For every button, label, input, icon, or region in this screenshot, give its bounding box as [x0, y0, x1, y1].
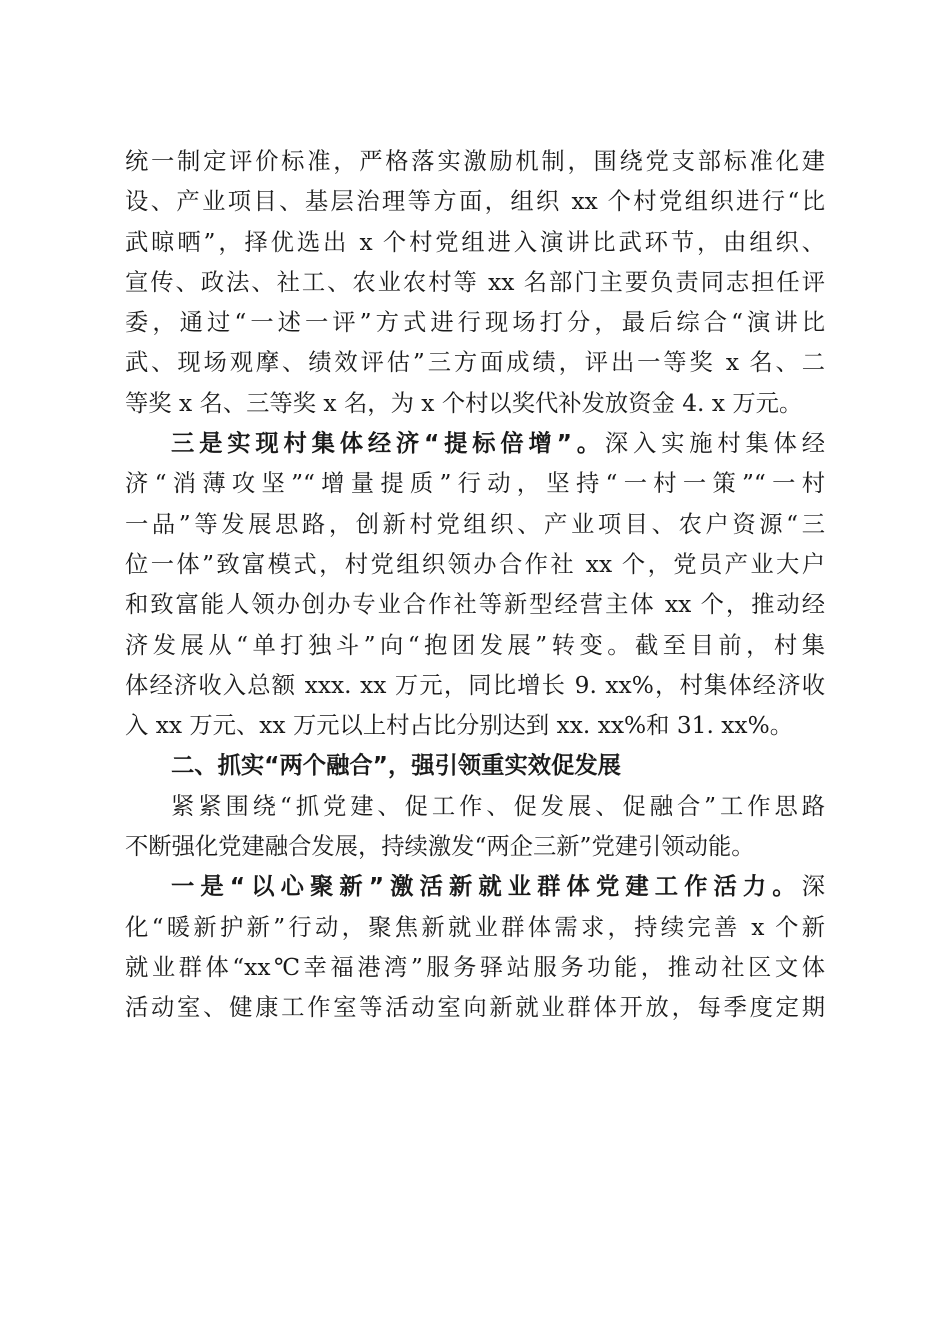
text-line: 设、产业项目、基层治理等方面，组织 xx 个村党组织进行“比 — [125, 188, 825, 216]
paragraph-heading: 一是“以心聚新”激活新就业群体党建工作活力。 — [171, 873, 802, 901]
text-line: 统一制定评价标准，严格落实激励机制，围绕党支部标准化建 — [125, 148, 825, 175]
text-line: 济发展从“单打独斗”向“抱团发展”转变。截至目前，村集 — [125, 631, 825, 659]
text-line: 武、现场观摩、绩效评估”三方面成绩，评出一等奖 x 名、二 — [125, 349, 825, 377]
text-line: 和致富能人领办创办专业合作社等新型经营主体 xx 个，推动经 — [125, 591, 825, 619]
body-text — [125, 142, 825, 1029]
paragraph-new-employment — [125, 867, 825, 1028]
text-line: 就业群体“xx℃幸福港湾”服务驿站服务功能，推动社区文体 — [125, 953, 825, 981]
text-line: 武晾晒”，择优选出 x 个村党组进入演讲比武环节，由组织、 — [125, 228, 825, 256]
paragraph-award-evaluation — [125, 142, 825, 424]
text-line: 位一体”致富模式，村党组织领办合作社 xx 个，党员产业大户 — [125, 550, 825, 578]
paragraph-integration-intro — [125, 787, 825, 868]
text-line: 紧紧围绕“抓党建、促工作、促发展、促融合”工作思路 — [171, 792, 825, 820]
section-heading: 二、抓实“两个融合”，强引领重实效促发展 — [171, 752, 621, 780]
paragraph-collective-economy — [125, 424, 825, 746]
text-line: 一品”等发展思路，创新村党组织、产业项目、农户资源“三 — [125, 510, 825, 538]
text-line: 委，通过“一述一评”方式进行现场打分，最后综合“演讲比 — [125, 309, 825, 337]
text-run: 深入实施村集体经 — [604, 430, 826, 458]
text-line: 等奖 x 名、三等奖 x 名，为 x 个村以奖代补发放资金 4. x 万元。 — [125, 389, 803, 417]
paragraph-heading: 三是实现村集体经济“提标倍增”。 — [171, 430, 605, 458]
text-line: 活动室、健康工作室等活动室向新就业群体开放，每季度定期 — [125, 994, 825, 1022]
text-line: 体经济收入总额 xxx. xx 万元，同比增长 9. xx%，村集体经济收 — [125, 671, 825, 699]
text-line — [125, 867, 825, 907]
text-run: 深 — [801, 873, 825, 901]
text-line: 化“暖新护新”行动，聚焦新就业群体需求，持续完善 x 个新 — [125, 913, 825, 941]
text-line: 宣传、政法、社工、农业农村等 xx 名部门主要负责同志担任评 — [125, 268, 825, 296]
text-line: 入 xx 万元、xx 万元以上村占比分别达到 xx. xx%和 31. xx%。 — [125, 712, 793, 740]
text-line — [125, 424, 825, 464]
text-line: 不断强化党建融合发展，持续激发“两企三新”党建引领动能。 — [125, 833, 755, 861]
text-line: 济“消薄攻坚”“增量提质”行动，坚持“一村一策”“一村 — [125, 470, 825, 498]
